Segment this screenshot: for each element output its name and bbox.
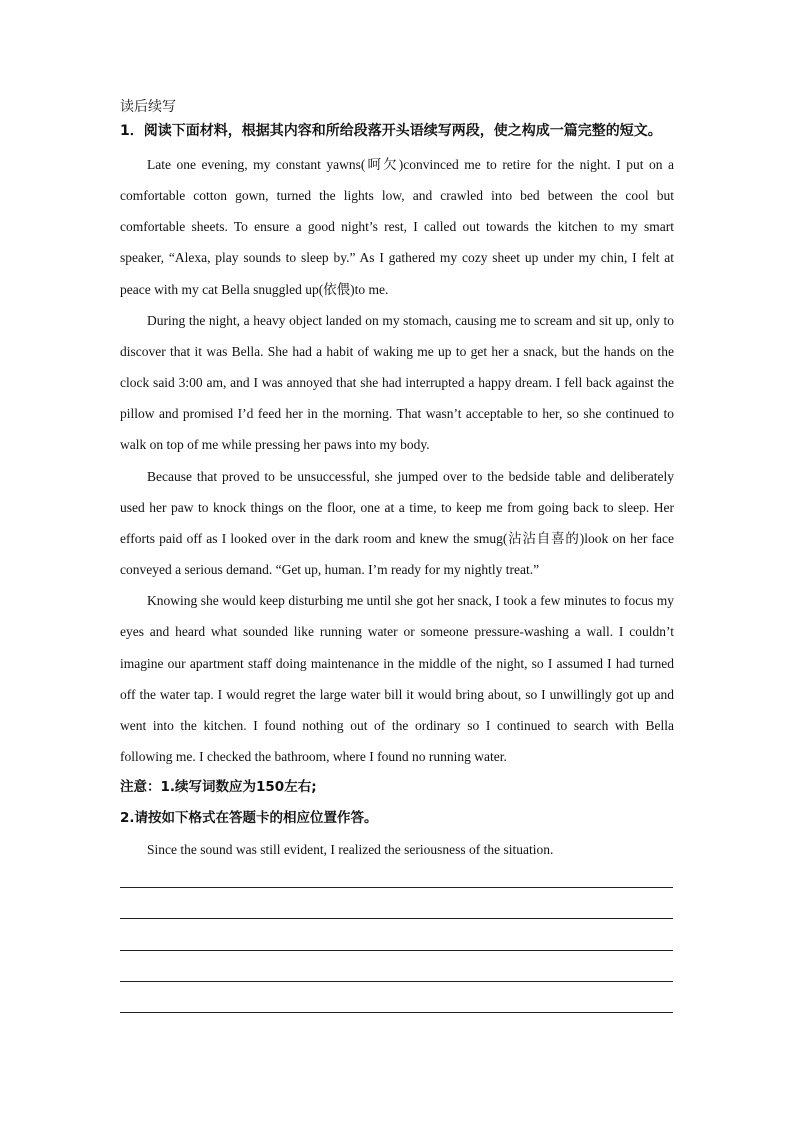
answer-line-3[interactable]	[120, 950, 673, 951]
continuation-prompt: Since the sound was still evident, I realized the seriousness of the situation.	[147, 842, 554, 857]
passage-paragraph-1: Late one evening, my constant yawns(呵欠)convinced me to retire for the night. I put on a comfortable cotton gown, turned the lights low, and crawled into bed between the cool but comfortable sheets. To ensure a good night’s rest, I called out towards the kitchen to my smart speaker, “Alexa, play sounds to sleep by.” As I gathered my cozy sheet up under my chin, I felt at peace with my cat Bella snuggled up(依偎)to me.	[120, 157, 674, 297]
answer-line-5[interactable]	[120, 1012, 673, 1013]
passage-paragraph-4: Knowing she would keep disturbing me until she got her snack, I took a few minutes to focus my eyes and heard what sounded like running water or someone pressure-washing a wall. I couldn’t imagine our apartment staff doing maintenance in the middle of the night, so I assumed I had turned off the water tap. I would regret the large water bill it would bring about, so I unwillingly got up and went into the kitchen. I found nothing out of the ordinary so I continued to search with Bella following me. I checked the bathroom, where I found no running water.	[120, 593, 674, 764]
section-title: 读后续写	[120, 99, 176, 115]
answer-line-2[interactable]	[120, 918, 673, 919]
note-word-count: 注意：1.续写词数应为150左右;	[120, 779, 317, 795]
note-answer-format: 2.请按如下格式在答题卡的相应位置作答。	[120, 810, 378, 826]
passage-paragraph-3: Because that proved to be unsuccessful, she jumped over to the bedside table and deliberately used her paw to knock things on the floor, one at a time, to keep me from going back to sleep. Her efforts paid off as I looked over in the dark room and knew the smug(沾沾自喜的)look on her face conveyed a serious demand. “Get up, human. I’m ready for my nightly treat.”	[120, 468, 674, 578]
answer-line-4[interactable]	[120, 981, 673, 982]
reading-passage	[120, 149, 674, 772]
question-instruction: 1．阅读下面材料，根据其内容和所给段落开头语续写两段，使之构成一篇完整的短文。	[120, 123, 662, 139]
passage-paragraph-2: During the night, a heavy object landed on my stomach, causing me to scream and sit up, only to discover that it was Bella. She had a habit of waking me up to get her a snack, but the hands on the clock said 3:00 am, and I was annoyed that she had interrupted a happy dream. I fell back against the pillow and promised I’d feed her in the morning. That wasn’t acceptable to her, so she continued to walk on top of me while pressing her paws into my body.	[120, 312, 674, 453]
answer-line-1[interactable]	[120, 887, 673, 888]
